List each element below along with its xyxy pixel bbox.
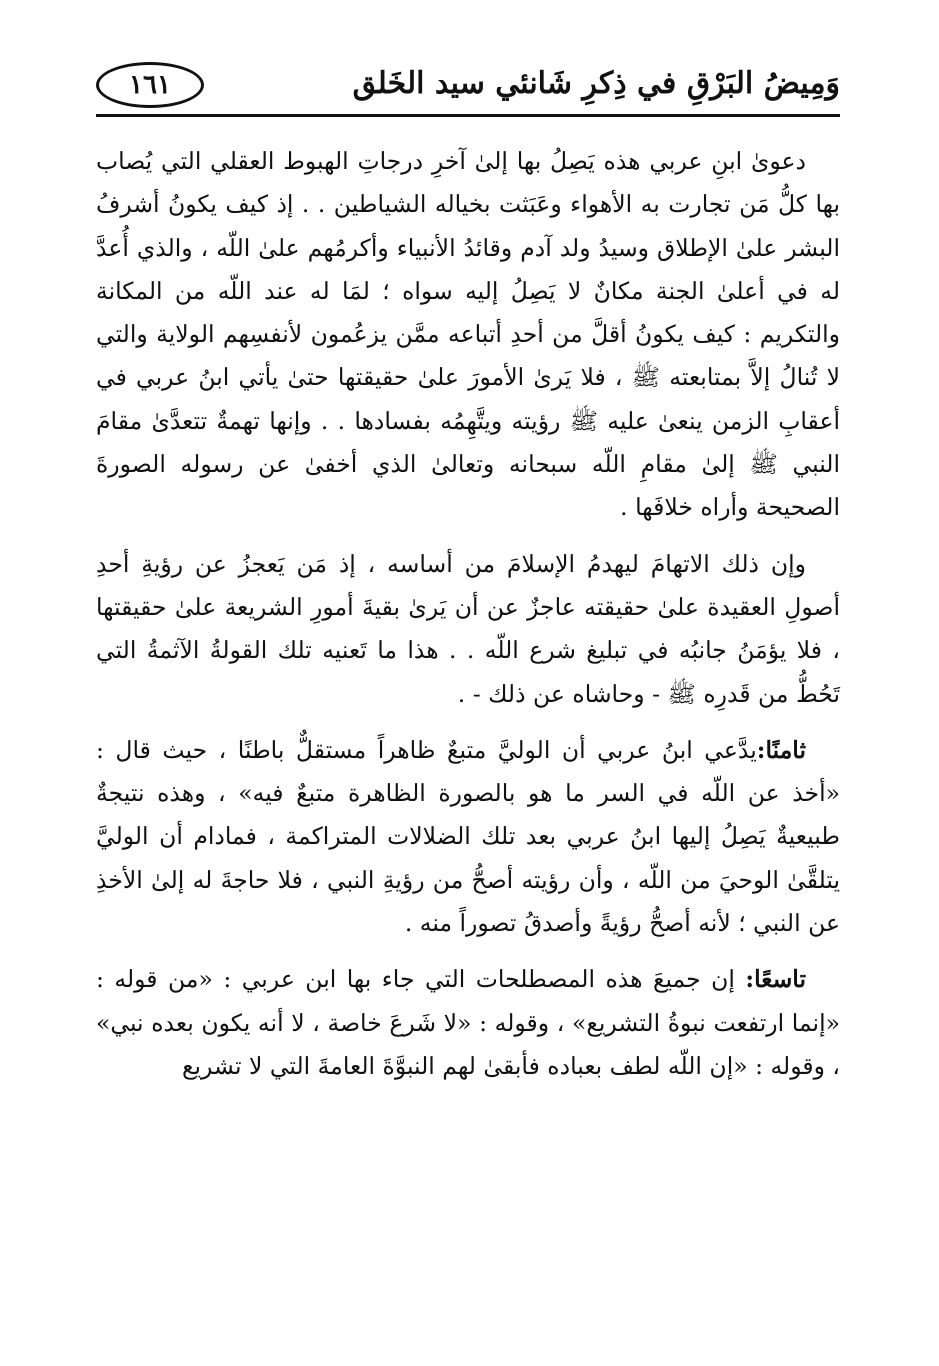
paragraph-2	[96, 543, 840, 716]
paragraph-1-text: دعوىٰ ابنِ عربي هذه يَصِلُ بها إلىٰ آخرِ درجاتِ الهبوط العقلي التي يُصاب بها كلُّ مَن تجارت به الأهواء وعَبَثت بخياله الشياطين . . إذ كيف يكونُ أشرفُ البشر علىٰ الإطلاق وسيدُ ولد آدم وقائدُ الأنبياء وأكرمُهم علىٰ اللّه ، والذي أُعدَّ له في أعلىٰ الجنة مكانٌ لا يَصِلُ إليه سواه ؛ لمَا له عند اللّه من المكانة والتكريم : كيف يكونُ أقلَّ من أحدِ أتباعه ممَّن يزعُمون لأنفسِهم الولاية والتي لا تُنالُ إلاَّ بمتابعته ﷺ ، فلا يَرىٰ الأمورَ علىٰ حقيقتها حتىٰ يأتي ابنُ عربي في أعقابِ الزمن ينعىٰ عليه ﷺ رؤيته ويتَّهِمُه بفسادها . . وإنها تهمةٌ تتعدَّىٰ مقامَ النبي ﷺ إلىٰ مقامِ اللّه سبحانه وتعالىٰ الذي أخفىٰ عن رسوله الصورةَ الصحيحة وأراه خلافَها .	[96, 147, 840, 522]
paragraph-3-text: يدَّعي ابنُ عربي أن الوليَّ متبعٌ ظاهراً مستقلٌّ باطنًا ، حيث قال : «أخذ عن اللّه في السر ما هو بالصورة الظاهرة متبعٌ فيه» ، وهذه نتيجةٌ طبيعيةٌ يَصِلُ إليها ابنُ عربي بعد تلك الضلالات المتراكمة ، فمادام أن الوليَّ يتلقَّىٰ الوحيَ من اللّه ، وأن رؤيته أصحُّ من رؤيةِ النبي ، فلا حاجةَ له إلىٰ الأخذِ عن النبي ؛ لأنه أصحُّ رؤيةً وأصدقُ تصوراً منه .	[96, 735, 840, 938]
paragraph-2-text: وإن ذلك الاتهامَ ليهدمُ الإسلامَ من أساسه ، إذ مَن يَعجزُ عن رؤيةِ أحدِ أصولِ العقيدة علىٰ حقيقته عاجزٌ عن أن يَرىٰ بقيةَ أمورِ الشريعة علىٰ حقيقتها ، فلا يؤمَنُ جانبُه في تبليغ شرع اللّه . . هذا ما تَعنيه تلك القولةُ الآثمةُ التي تَحُطُّ من قَدرِه ﷺ - وحاشاه عن ذلك - .	[96, 549, 840, 708]
page-number: ١٦١	[96, 62, 204, 108]
running-title: وَمِيضُ البَرْقِ في ذِكرِ شَانئي سيد الخَلق	[352, 66, 840, 101]
page-header	[96, 58, 840, 124]
paragraph-1	[96, 140, 840, 530]
page-body	[96, 140, 840, 1101]
paragraph-4-lead: تاسعًا:	[745, 965, 806, 994]
paragraph-3-lead: ثامنًا:	[756, 735, 806, 764]
paragraph-4	[96, 958, 840, 1088]
paragraph-3	[96, 729, 840, 945]
header-rule	[96, 114, 840, 117]
paragraph-4-text: إن جميعَ هذه المصطلحات التي جاء بها ابن عربي : «من قوله : «إنما ارتفعت نبوةُ التشريع» ، وقوله : «لا شَرعَ خاصة ، لا أنه يكون بعده نبي» ، وقوله : «إن اللّه لطف بعباده فأبقىٰ لهم النبوَّةَ العامةَ التي لا تشريع	[96, 965, 840, 1080]
